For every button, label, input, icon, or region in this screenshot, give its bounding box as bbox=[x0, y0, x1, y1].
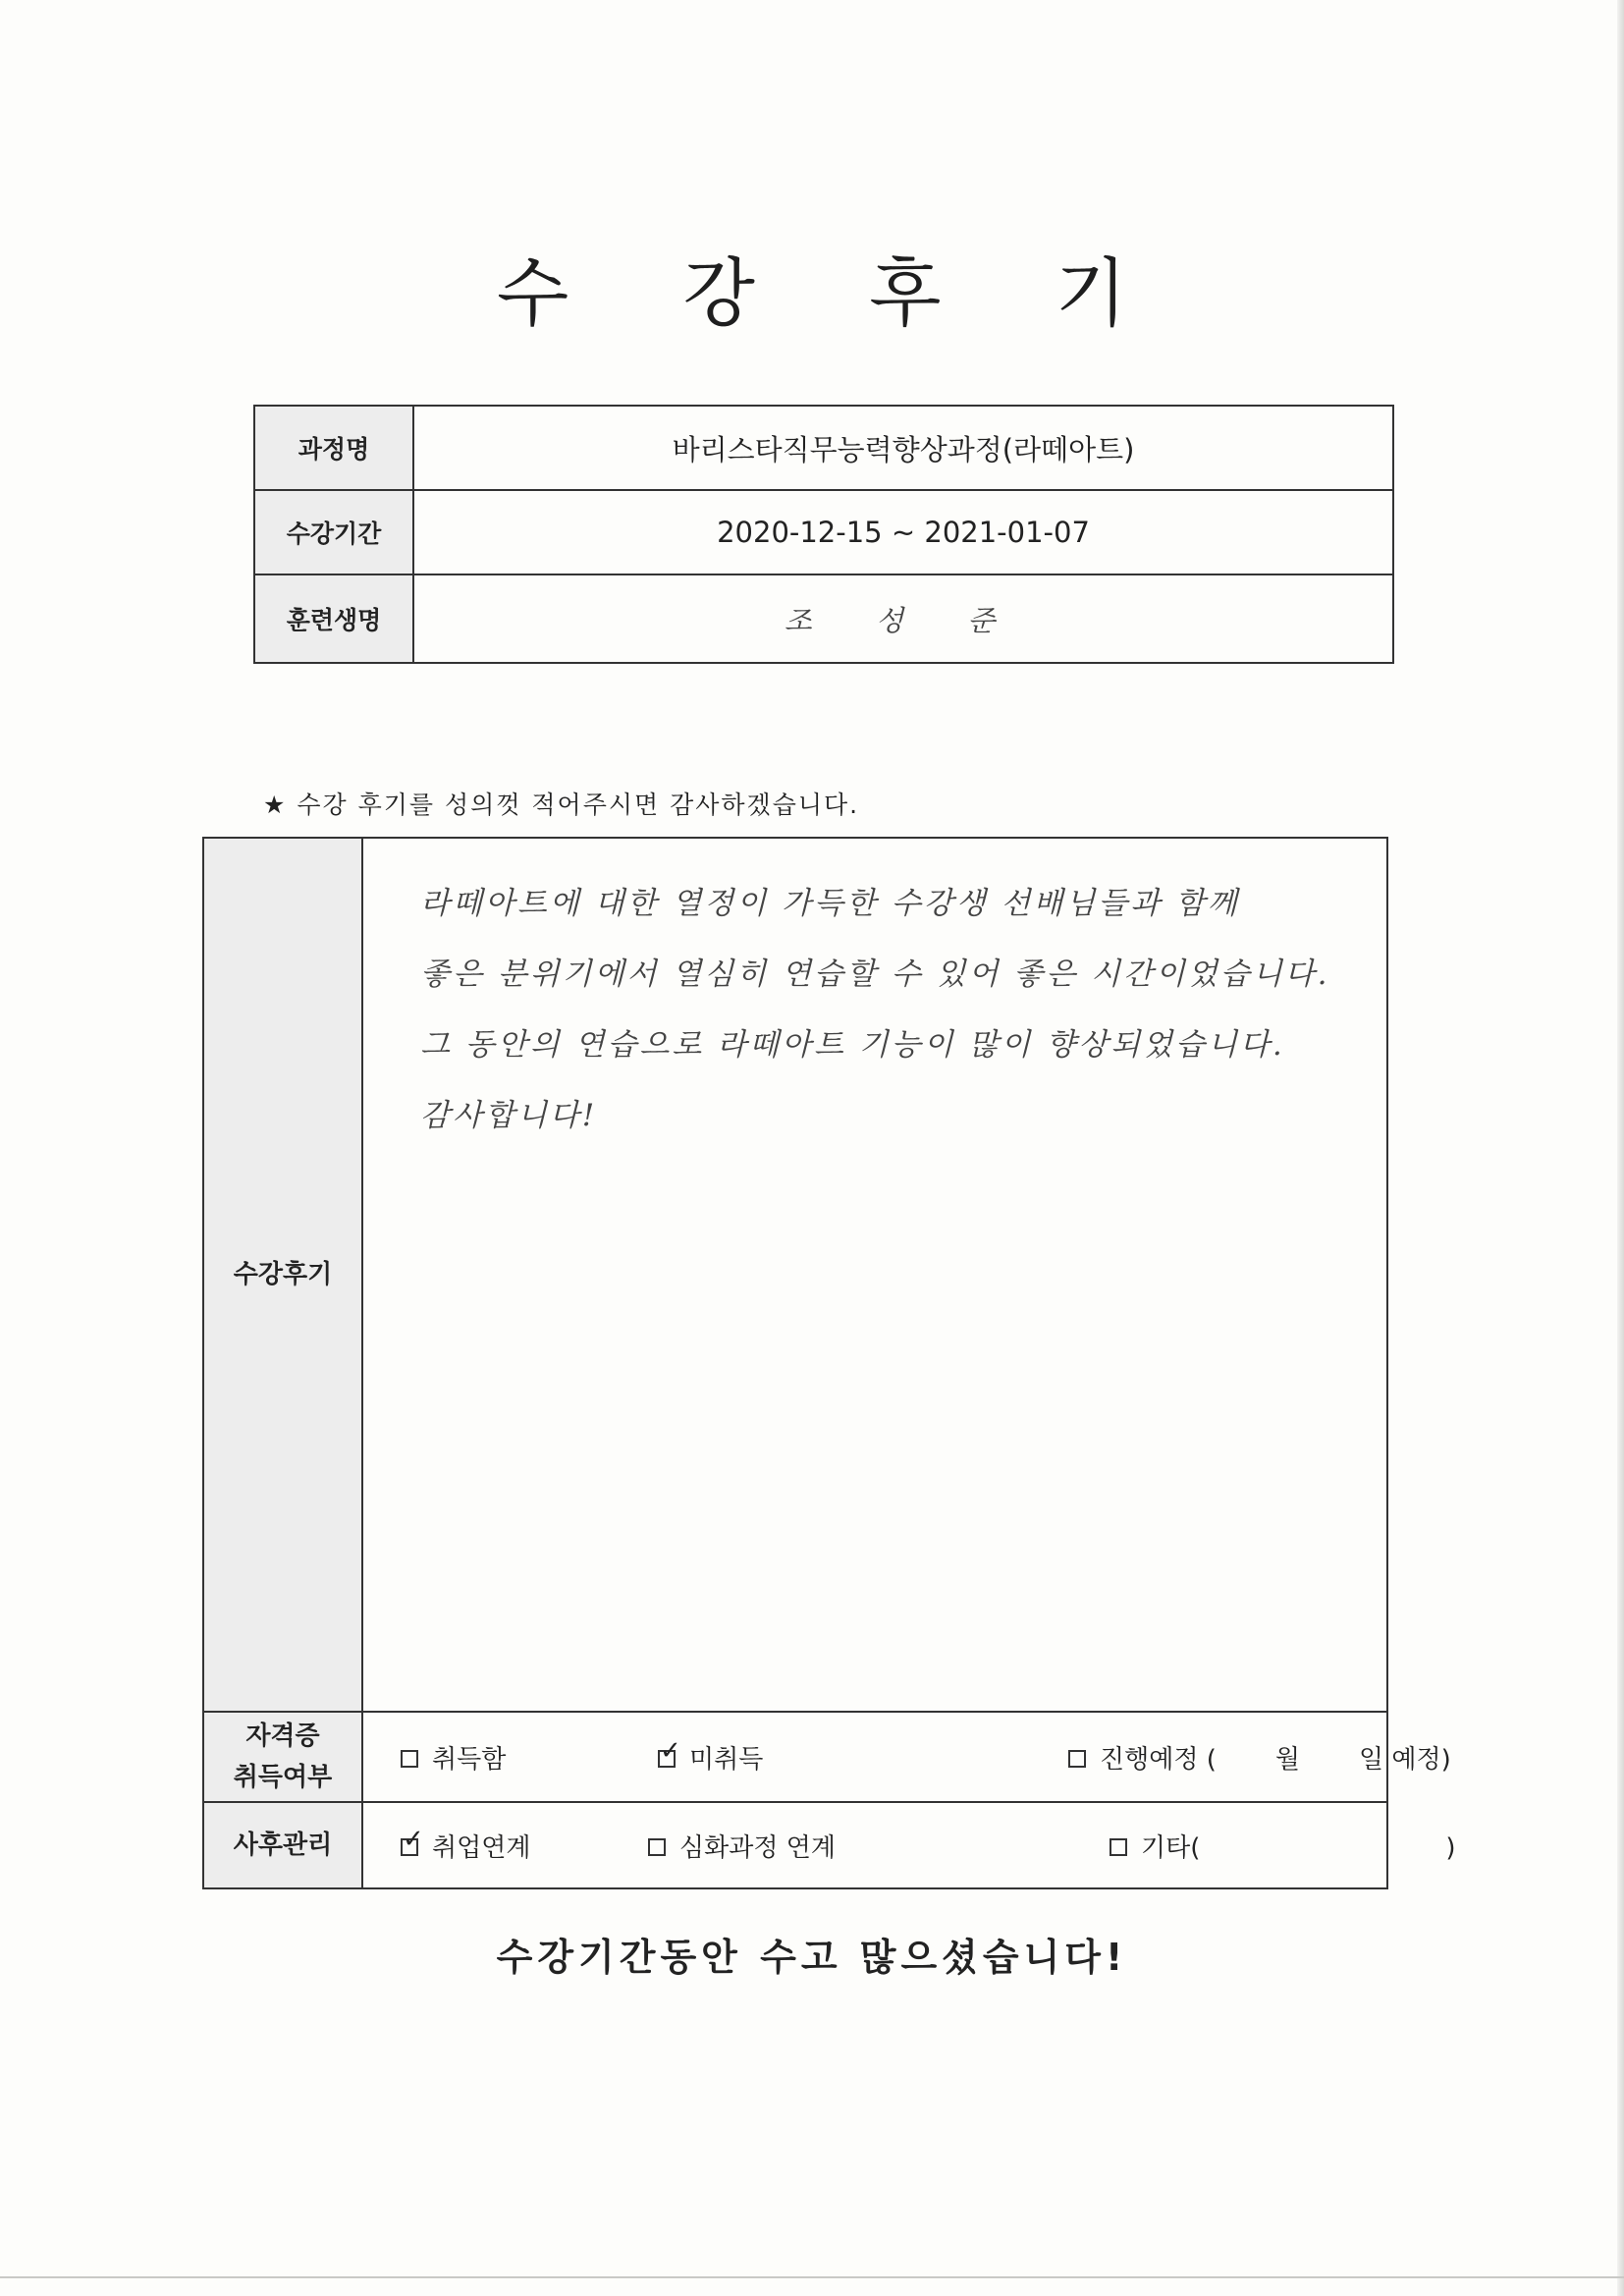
trainee-name-label: 훈련생명 bbox=[254, 574, 413, 663]
certification-label-line1: 자격증 bbox=[245, 1722, 320, 1751]
etc-close: ) bbox=[1445, 1833, 1456, 1863]
course-name-label: 과정명 bbox=[254, 406, 413, 490]
course-name-value: 바리스타직무능력향상과정(라떼아트) bbox=[413, 406, 1393, 490]
option-etc[interactable] bbox=[1110, 1828, 1456, 1864]
review-line-4: 감사합니다! bbox=[420, 1098, 598, 1133]
checkbox-in-progress[interactable] bbox=[1068, 1750, 1086, 1768]
certification-label bbox=[203, 1712, 362, 1802]
review-line-3: 그 동안의 연습으로 라떼아트 기능이 많이 향상되었습니다. bbox=[420, 1027, 1285, 1063]
period-row bbox=[254, 490, 1393, 574]
course-row bbox=[254, 406, 1393, 490]
course-info-table bbox=[253, 405, 1394, 664]
certification-label-line2: 취득여부 bbox=[233, 1763, 333, 1792]
option-advanced-course[interactable] bbox=[648, 1828, 836, 1864]
option-in-progress-label: 진행예정 ( bbox=[1100, 1745, 1217, 1775]
option-job-link-label: 취업연계 bbox=[432, 1833, 531, 1863]
option-in-progress[interactable] bbox=[1068, 1739, 1451, 1776]
option-job-link[interactable] bbox=[401, 1828, 530, 1864]
review-row bbox=[203, 838, 1387, 1712]
option-advanced-course-label: 심화과정 연계 bbox=[679, 1833, 836, 1863]
closing-message: 수강기간동안 수고 많으셨습니다! bbox=[496, 1936, 1128, 1979]
notice-text: ★ 수강 후기를 성의껏 적어주시면 감사하겠습니다. bbox=[263, 791, 860, 819]
review-label: 수강후기 bbox=[203, 838, 362, 1712]
review-line-1: 라떼아트에 대한 열정이 가득한 수강생 선배님들과 함께 bbox=[420, 886, 1240, 921]
option-etc-label: 기타( bbox=[1141, 1833, 1201, 1863]
option-acquired-label: 취득함 bbox=[432, 1745, 507, 1775]
scan-line bbox=[0, 2276, 1624, 2278]
certification-options bbox=[362, 1712, 1451, 1802]
review-line-2: 좋은 분위기에서 열심히 연습할 수 있어 좋은 시간이었습니다. bbox=[420, 957, 1330, 992]
aftercare-label: 사후관리 bbox=[203, 1802, 362, 1888]
certification-row bbox=[203, 1712, 1387, 1802]
checkbox-advanced-course[interactable] bbox=[648, 1838, 666, 1856]
checkbox-etc[interactable] bbox=[1110, 1838, 1127, 1856]
day-unit: 일 예정) bbox=[1359, 1745, 1451, 1775]
period-label: 수강기간 bbox=[254, 490, 413, 574]
checkbox-not-acquired[interactable] bbox=[658, 1750, 676, 1768]
checkbox-acquired[interactable] bbox=[401, 1750, 418, 1768]
option-not-acquired[interactable] bbox=[658, 1739, 763, 1776]
option-not-acquired-label: 미취득 bbox=[689, 1745, 764, 1775]
month-unit: 월 bbox=[1274, 1745, 1300, 1775]
option-acquired[interactable] bbox=[401, 1739, 506, 1776]
trainee-name-handwritten: 조 성 준 bbox=[413, 574, 1393, 663]
period-value: 2020-12-15 ~ 2021-01-07 bbox=[413, 490, 1393, 574]
aftercare-row bbox=[203, 1802, 1387, 1888]
review-table bbox=[202, 837, 1456, 1889]
review-handwritten-text bbox=[362, 838, 1387, 1712]
aftercare-options bbox=[362, 1802, 1456, 1888]
checkbox-job-link[interactable] bbox=[401, 1838, 418, 1856]
trainee-row bbox=[254, 574, 1393, 663]
document-title: 수 강 후 기 bbox=[496, 249, 1173, 337]
